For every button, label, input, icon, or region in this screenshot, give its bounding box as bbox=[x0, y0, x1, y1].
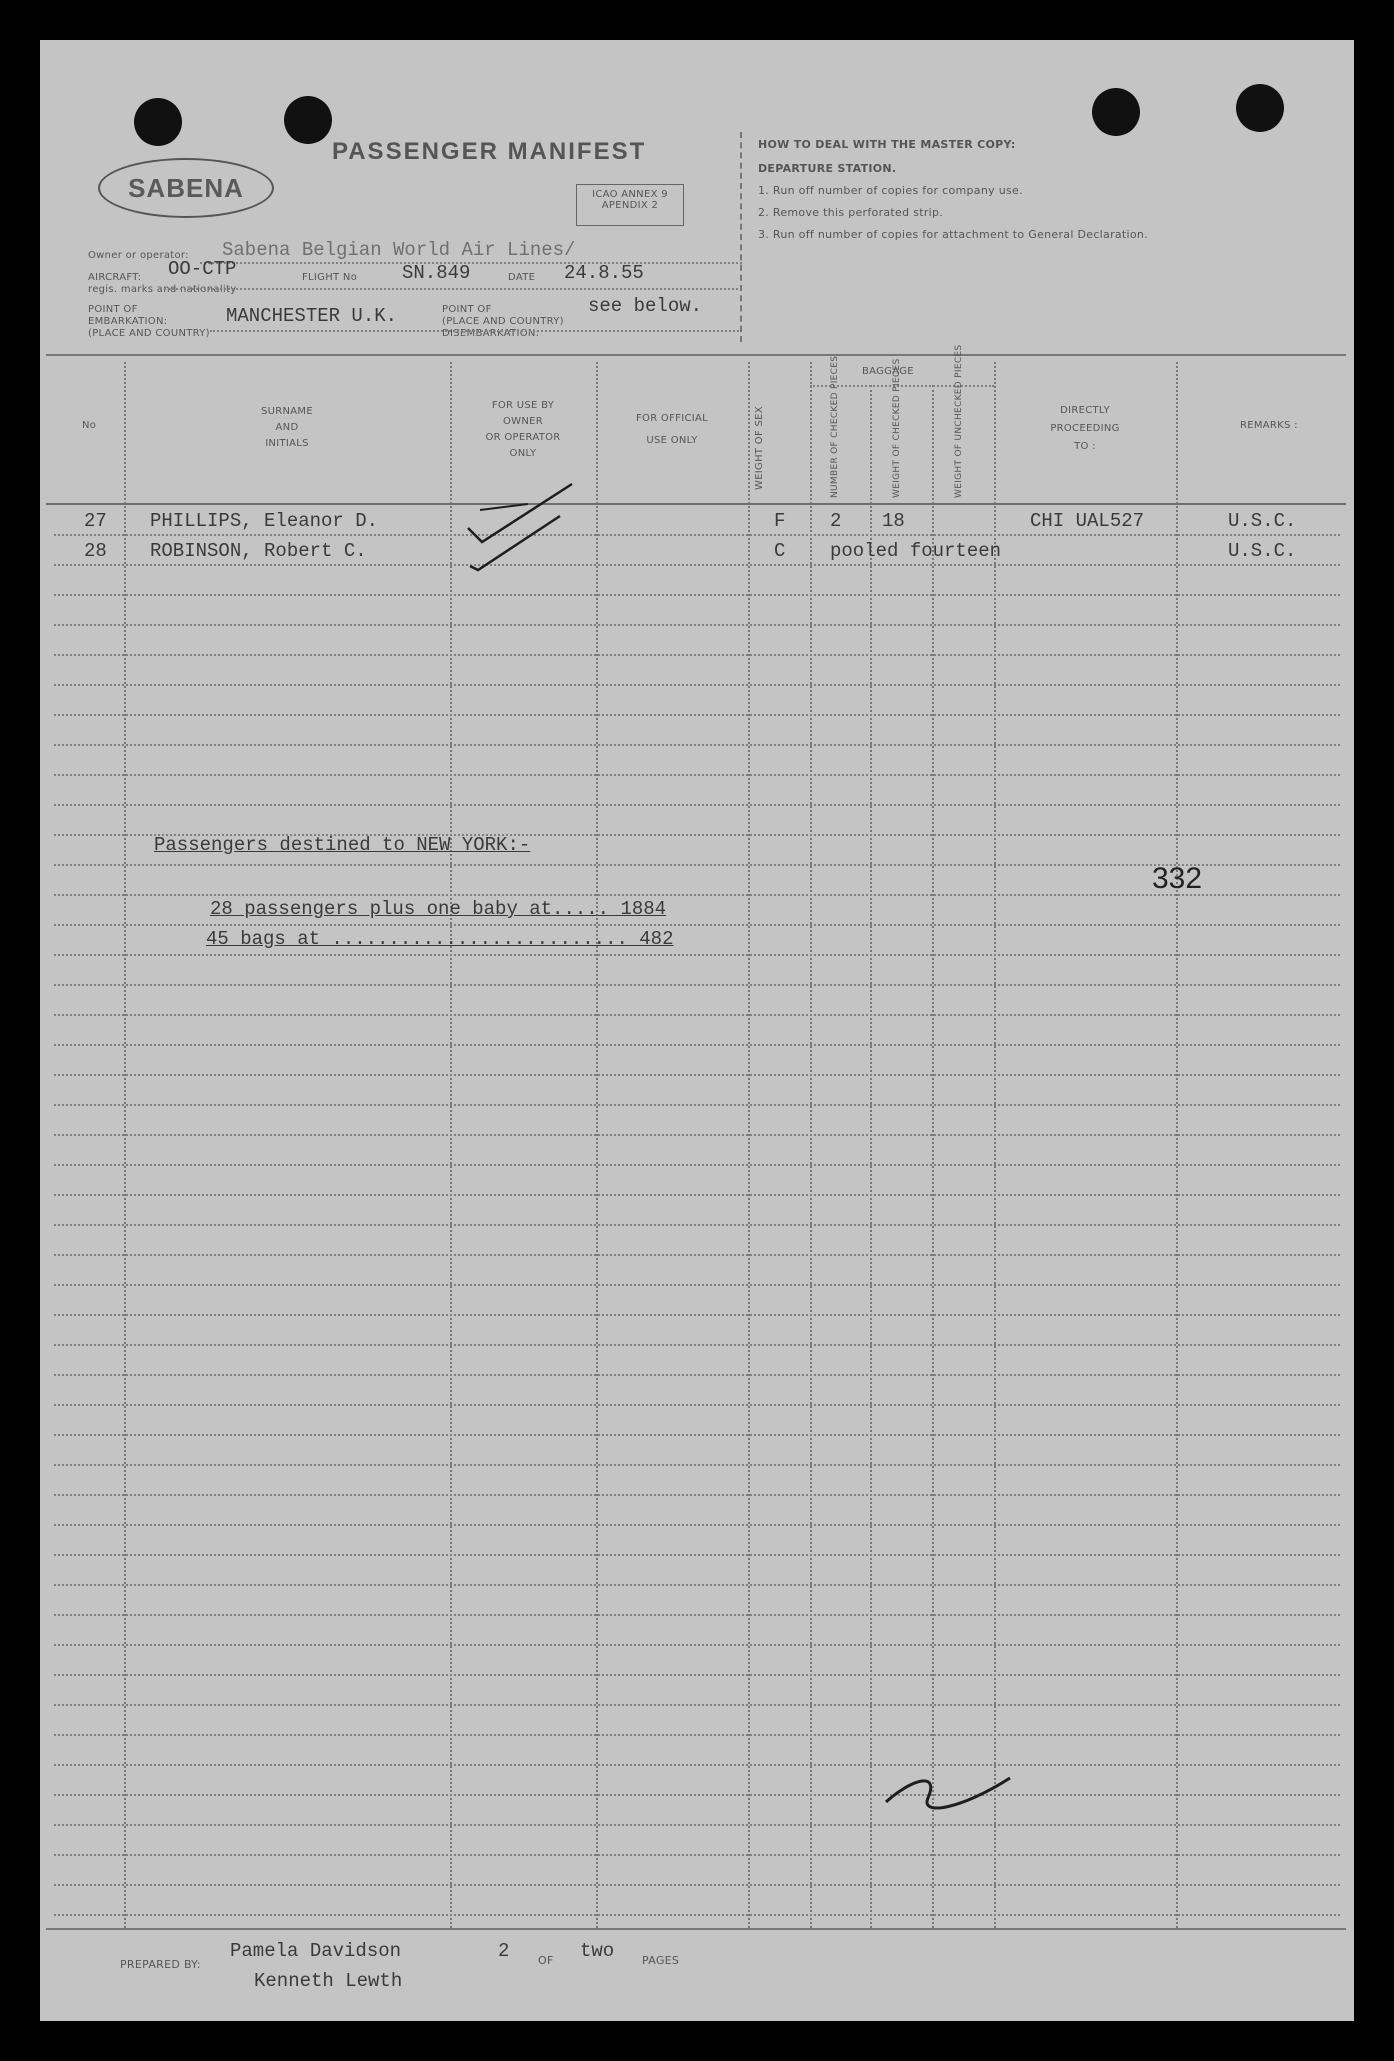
col-header-weight-of: WEIGHT OF SEX bbox=[754, 406, 765, 490]
summary-line-2: 45 bags at .......................... 482 bbox=[206, 928, 674, 950]
col-header-weight-unchecked: WEIGHT OF UNCHECKED PIECES bbox=[954, 344, 964, 498]
ruled-line bbox=[54, 1524, 1340, 1526]
ruled-line bbox=[54, 1614, 1340, 1616]
ruled-line bbox=[54, 564, 1340, 566]
table-bottom-border bbox=[46, 1928, 1346, 1930]
ruled-line bbox=[54, 1104, 1340, 1106]
col-sep-pieces bbox=[870, 385, 872, 1928]
ruled-line bbox=[54, 774, 1340, 776]
col-header-proceeding-2: PROCEEDING bbox=[1050, 423, 1120, 434]
date-value: 24.8.55 bbox=[564, 262, 644, 284]
logo-text: SABENA bbox=[128, 172, 244, 203]
owner-label: Owner or operator: bbox=[88, 250, 189, 261]
check-marks bbox=[420, 470, 600, 580]
ruled-line bbox=[54, 1584, 1340, 1586]
ruled-line bbox=[54, 864, 1340, 866]
col-header-proceeding bbox=[994, 402, 1176, 456]
ruled-line bbox=[54, 984, 1340, 986]
instructions-title: HOW TO DEAL WITH THE MASTER COPY: bbox=[758, 138, 1016, 151]
ruled-line bbox=[54, 1374, 1340, 1376]
ruled-line bbox=[54, 1734, 1340, 1736]
embark-underline bbox=[210, 330, 742, 332]
ruled-line bbox=[54, 1254, 1340, 1256]
ruled-line bbox=[54, 624, 1340, 626]
col-header-no: No bbox=[82, 420, 97, 431]
ruled-line bbox=[54, 744, 1340, 746]
aircraft-label: AIRCRAFT: bbox=[88, 272, 142, 283]
ruled-line bbox=[54, 1674, 1340, 1676]
pages-label: PAGES bbox=[642, 1954, 680, 1967]
ruled-line bbox=[54, 1464, 1340, 1466]
ruled-line bbox=[54, 654, 1340, 656]
col-header-baggage: BAGGAGE bbox=[862, 366, 914, 377]
ruled-line bbox=[54, 924, 1340, 926]
owner-underline bbox=[200, 262, 742, 264]
ruled-line bbox=[54, 1434, 1340, 1436]
ruled-line bbox=[54, 804, 1340, 806]
ruled-line bbox=[54, 1494, 1340, 1496]
ruled-line bbox=[54, 1044, 1340, 1046]
ruled-line bbox=[54, 954, 1340, 956]
instructions-subtitle: DEPARTURE STATION. bbox=[758, 162, 897, 175]
check-mark-icon bbox=[470, 516, 560, 570]
ruled-line bbox=[54, 684, 1340, 686]
col-sep-name bbox=[450, 362, 452, 1928]
ruled-line bbox=[54, 1014, 1340, 1016]
disembark-label-1: POINT OF bbox=[442, 304, 492, 315]
aircraft-sub-label: regis. marks and nationality bbox=[88, 284, 237, 295]
col-header-weight-checked: WEIGHT OF CHECKED PIECES bbox=[892, 358, 902, 498]
ruled-line bbox=[54, 1884, 1340, 1886]
aircraft-value: OO-CTP bbox=[168, 258, 237, 280]
row-27-no: 27 bbox=[84, 510, 107, 532]
col-header-owner-use-1: FOR USE BY bbox=[491, 400, 555, 411]
row-27-proceeding: CHI UAL527 bbox=[1030, 510, 1145, 532]
ruled-line bbox=[54, 1824, 1340, 1826]
summary-line-1: 28 passengers plus one baby at..... 1884 bbox=[210, 898, 667, 920]
ruled-line bbox=[54, 1554, 1340, 1556]
row-28-no: 28 bbox=[84, 540, 107, 562]
col-sep-weight bbox=[932, 385, 934, 1928]
date-label: DATE bbox=[508, 272, 536, 283]
ruled-line bbox=[54, 1314, 1340, 1316]
ruled-line bbox=[54, 1764, 1340, 1766]
ruled-line bbox=[54, 1794, 1340, 1796]
ruled-line bbox=[54, 714, 1340, 716]
ruled-line bbox=[54, 1404, 1340, 1406]
of-label: OF bbox=[538, 1954, 554, 1967]
instructions-step-2: 2. Remove this perforated strip. bbox=[758, 206, 944, 219]
ruled-line bbox=[54, 1284, 1340, 1286]
ruled-line bbox=[54, 1134, 1340, 1136]
col-header-surname-1: SURNAME bbox=[261, 406, 313, 417]
disembark-label-3: DISEMBARKATION: bbox=[442, 328, 540, 339]
row-27-remarks: U.S.C. bbox=[1228, 510, 1297, 532]
ruled-line bbox=[54, 1164, 1340, 1166]
col-sep-official bbox=[748, 362, 750, 1928]
punch-hole bbox=[1236, 84, 1284, 132]
col-header-owner-use bbox=[450, 398, 596, 462]
ruled-line bbox=[54, 894, 1340, 896]
ruled-line bbox=[54, 1074, 1340, 1076]
col-sep-unchecked bbox=[994, 362, 996, 1928]
ruled-line bbox=[54, 534, 1340, 536]
ruled-line bbox=[54, 1194, 1340, 1196]
row-27-pieces: 2 bbox=[830, 510, 842, 532]
embark-label-2: EMBARKATION: bbox=[88, 316, 168, 327]
col-header-remarks: REMARKS : bbox=[1240, 420, 1298, 431]
ruled-line bbox=[54, 1854, 1340, 1856]
row-28-name: ROBINSON, Robert C. bbox=[150, 540, 367, 562]
punch-hole bbox=[284, 96, 332, 144]
instructions-step-1: 1. Run off number of copies for company use. bbox=[758, 184, 1023, 197]
row-28-remarks: U.S.C. bbox=[1228, 540, 1297, 562]
aircraft-underline bbox=[160, 288, 742, 290]
col-sep-sex bbox=[810, 362, 812, 1928]
icao-line-1: ICAO ANNEX 9 bbox=[592, 189, 668, 200]
ruled-line bbox=[54, 1914, 1340, 1916]
col-header-official-2: USE ONLY bbox=[646, 435, 698, 446]
scribble-mark bbox=[880, 1760, 1020, 1830]
sabena-logo bbox=[98, 158, 274, 218]
prepared-by-1: Pamela Davidson bbox=[230, 1940, 402, 1962]
embark-label-3: (PLACE AND COUNTRY) bbox=[88, 328, 210, 339]
col-header-surname-2: AND bbox=[275, 422, 299, 433]
col-header-owner-use-3: OR OPERATOR bbox=[485, 432, 561, 443]
col-header-proceeding-1: DIRECTLY bbox=[1060, 405, 1110, 416]
col-header-surname-3: INITIALS bbox=[265, 438, 309, 449]
col-header-surname bbox=[124, 404, 450, 452]
check-mark-icon bbox=[480, 504, 528, 510]
col-header-official-1: FOR OFFICIAL bbox=[635, 413, 709, 424]
icao-box bbox=[576, 184, 684, 226]
summary-destined: Passengers destined to NEW YORK:- bbox=[154, 834, 531, 856]
punch-hole bbox=[1092, 88, 1140, 136]
table-header-bottom bbox=[46, 503, 1346, 505]
row-28-sex: C bbox=[774, 540, 786, 562]
ruled-line bbox=[54, 1704, 1340, 1706]
owner-value: Sabena Belgian World Air Lines/ bbox=[222, 239, 576, 261]
ruled-line bbox=[54, 1644, 1340, 1646]
punch-hole bbox=[134, 98, 182, 146]
table-top-border bbox=[46, 354, 1346, 356]
row-27-name: PHILLIPS, Eleanor D. bbox=[150, 510, 379, 532]
embark-value: MANCHESTER U.K. bbox=[226, 305, 398, 327]
col-header-official bbox=[596, 408, 748, 452]
row-28-note: pooled fourteen bbox=[830, 540, 1002, 562]
flight-value: SN.849 bbox=[402, 262, 471, 284]
row-27-weight: 18 bbox=[882, 510, 905, 532]
form-title: PASSENGER MANIFEST bbox=[332, 138, 647, 165]
col-header-owner-use-4: ONLY bbox=[509, 448, 537, 459]
page-number: 2 bbox=[498, 1940, 510, 1962]
col-sep-owner bbox=[596, 362, 598, 1928]
row-27-sex: F bbox=[774, 510, 786, 532]
ruled-line bbox=[54, 1224, 1340, 1226]
ruled-line bbox=[54, 594, 1340, 596]
flight-label: FLIGHT No bbox=[302, 272, 358, 283]
ruled-line bbox=[54, 1344, 1340, 1346]
embark-label-1: POINT OF bbox=[88, 304, 138, 315]
manifest-sheet bbox=[40, 40, 1354, 2021]
col-sep-no bbox=[124, 362, 126, 1928]
disembark-label-2: (PLACE AND COUNTRY) bbox=[442, 316, 564, 327]
instructions-step-3: 3. Run off number of copies for attachment to General Declaration. bbox=[758, 228, 1149, 241]
check-mark-icon bbox=[468, 484, 572, 542]
col-header-proceeding-3: TO : bbox=[1074, 441, 1096, 452]
prepared-by-label: PREPARED BY: bbox=[120, 1958, 201, 1971]
page-total: two bbox=[580, 1940, 615, 1962]
disembark-value: see below. bbox=[588, 295, 703, 317]
icao-line-2: APENDIX 2 bbox=[601, 200, 659, 211]
page-annotation-number: 332 bbox=[1152, 862, 1203, 895]
perforation-line bbox=[740, 132, 742, 342]
prepared-by-2: Kenneth Lewth bbox=[254, 1970, 403, 1992]
col-sep-proceeding bbox=[1176, 362, 1178, 1928]
col-header-owner-use-2: OWNER bbox=[502, 416, 543, 427]
col-header-num-checked: NUMBER OF CHECKED PIECES bbox=[830, 355, 840, 498]
